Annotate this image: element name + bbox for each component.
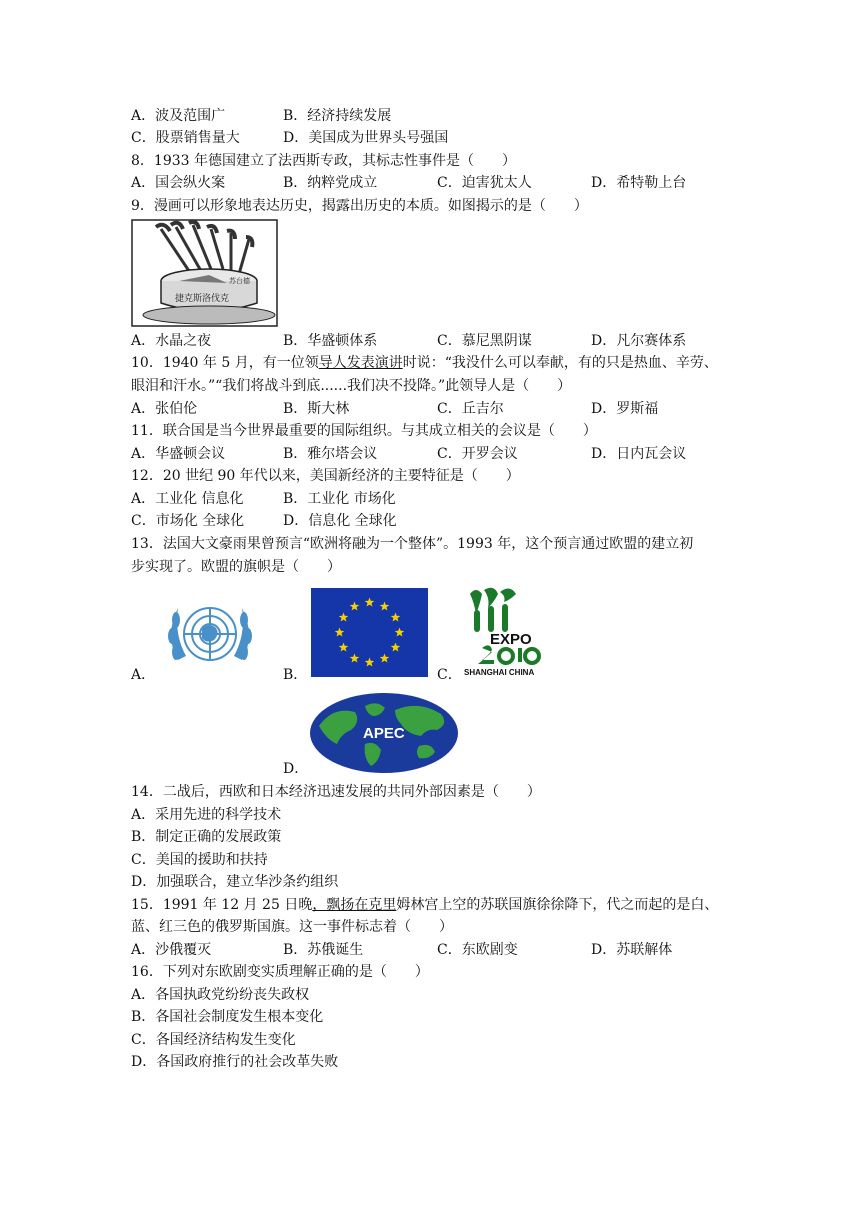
q15-option-d: D．苏联解体 — [591, 942, 673, 958]
q8-option-d: D．希特勒上台 — [591, 175, 687, 191]
q14-option-c: C．美国的援助和扶持 — [131, 852, 268, 868]
eu-star-icon — [380, 602, 390, 611]
apec-logo-text: APEC — [363, 725, 405, 742]
q10-stem-line2: 眼泪和汗水。”“我们将战斗到底......我们决不投降。”此领导人是（ ） — [131, 378, 572, 394]
expo-logo-text: EXPO — [490, 631, 532, 648]
un-emblem-image — [156, 590, 264, 680]
q9-option-d: D．凡尔赛体系 — [591, 333, 687, 349]
q8-option-c: C．迫害犹太人 — [437, 175, 532, 191]
cartoon-label: 苏台德 — [229, 277, 250, 285]
q13-stem-line1: 13．法国大文豪雨果曾预言“欧洲将融为一个整体”。1993 年，这个预言通过欧盟的建立初 — [131, 536, 694, 552]
q11-option-c: C．开罗会议 — [437, 446, 518, 462]
q12-option-b: B．工业化 市场化 — [283, 491, 396, 507]
q13-stem-line2: 步实现了。欧盟的旗帜是（ ） — [131, 559, 341, 575]
q15-stem-line2: 蓝、红三色的俄罗斯国旗。这一事件标志着（ ） — [131, 919, 453, 935]
q7-option-c: C．股票销售量大 — [131, 130, 240, 146]
eu-star-icon — [380, 653, 390, 662]
eu-star-icon — [339, 613, 349, 622]
eu-star-icon — [339, 643, 349, 652]
q15-stem-line1: 15．1991 年 12 月 25 日晚，飘扬在克里姆林宫上空的苏联国旗徐徐降下，代之而起的是白、 — [131, 897, 719, 913]
q15-option-b: B．苏俄诞生 — [283, 942, 364, 958]
q16-option-c: C．各国经济结构发生变化 — [131, 1032, 296, 1048]
q16-option-a: A．各国执政党纷纷丧失政权 — [131, 987, 310, 1003]
q11-option-a: A．华盛顿会议 — [131, 446, 226, 462]
eu-star-icon — [335, 628, 345, 637]
q10-option-b: B．斯大林 — [283, 401, 350, 417]
expo-logo-subtext: SHANGHAI CHINA — [464, 668, 535, 677]
q12-stem: 12．20 世纪 90 年代以来，美国新经济的主要特征是（ ） — [131, 468, 520, 484]
q14-option-d: D．加强联合，建立华沙条约组织 — [131, 874, 339, 890]
eu-flag-stars — [311, 588, 428, 677]
q16-option-d: D．各国政府推行的社会改革失败 — [131, 1054, 339, 1070]
apec-logo-image — [309, 692, 459, 774]
q15-option-a: A．沙俄覆灭 — [131, 942, 212, 958]
q13-option-c-label: C． — [437, 667, 462, 683]
eu-star-icon — [391, 643, 401, 652]
q9-option-b: B．华盛顿体系 — [283, 333, 378, 349]
q11-option-d: D．日内瓦会议 — [591, 446, 687, 462]
q14-option-a: A．采用先进的科学技术 — [131, 807, 282, 823]
q14-option-b: B．制定正确的发展政策 — [131, 829, 282, 845]
q13-option-b-label: B． — [283, 667, 308, 683]
q15-option-c: C．东欧剧变 — [437, 942, 518, 958]
q12-option-a: A．工业化 信息化 — [131, 491, 244, 507]
q13-option-a-label: A． — [131, 667, 156, 683]
q9-option-c: C．慕尼黑阴谋 — [437, 333, 532, 349]
q10-option-d: D．罗斯福 — [591, 401, 659, 417]
cartoon-text: 捷克斯洛伐克 — [175, 294, 230, 304]
eu-star-icon — [365, 658, 375, 667]
eu-flag-image — [311, 588, 428, 677]
eu-star-icon — [350, 653, 360, 662]
q16-option-b: B．各国社会制度发生根本变化 — [131, 1009, 324, 1025]
q14-stem: 14．二战后，西欧和日本经济迅速发展的共同外部因素是（ ） — [131, 784, 541, 800]
q7-option-a: A．波及范围广 — [131, 108, 226, 124]
q9-option-a: A．水晶之夜 — [131, 333, 212, 349]
q10-stem-line1: 10．1940 年 5 月，有一位领导人发表演讲时说：“我没什么可以奉献，有的只是热血、辛劳、 — [131, 355, 718, 371]
q16-stem: 16．下列对东欧剧变实质理解正确的是（ ） — [131, 964, 429, 980]
q10-option-c: C．丘吉尔 — [437, 401, 504, 417]
q11-stem: 11．联合国是当今世界最重要的国际组织。与其成立相关的会议是（ ） — [131, 423, 597, 439]
expo-2010-logo-image — [462, 582, 554, 678]
q8-option-a: A．国会纵火案 — [131, 175, 226, 191]
eu-star-icon — [391, 613, 401, 622]
q13-option-d-label: D． — [283, 761, 309, 777]
eu-star-icon — [395, 628, 405, 637]
q11-option-b: B．雅尔塔会议 — [283, 446, 378, 462]
q12-option-c: C．市场化 全球化 — [131, 513, 245, 529]
munich-cartoon-image — [131, 219, 278, 327]
q7-option-d: D．美国成为世界头号强国 — [283, 130, 449, 146]
q12-option-d: D．信息化 全球化 — [283, 513, 397, 529]
q9-stem: 9．漫画可以形象地表达历史，揭露出历史的本质。如图揭示的是（ ） — [131, 198, 588, 214]
q8-stem: 8．1933 年德国建立了法西斯专政，其标志性事件是（ ） — [131, 153, 516, 169]
eu-star-icon — [365, 598, 375, 607]
q8-option-b: B．纳粹党成立 — [283, 175, 378, 191]
q10-option-a: A．张伯伦 — [131, 401, 198, 417]
eu-star-icon — [350, 602, 360, 611]
q7-option-b: B．经济持续发展 — [283, 108, 392, 124]
